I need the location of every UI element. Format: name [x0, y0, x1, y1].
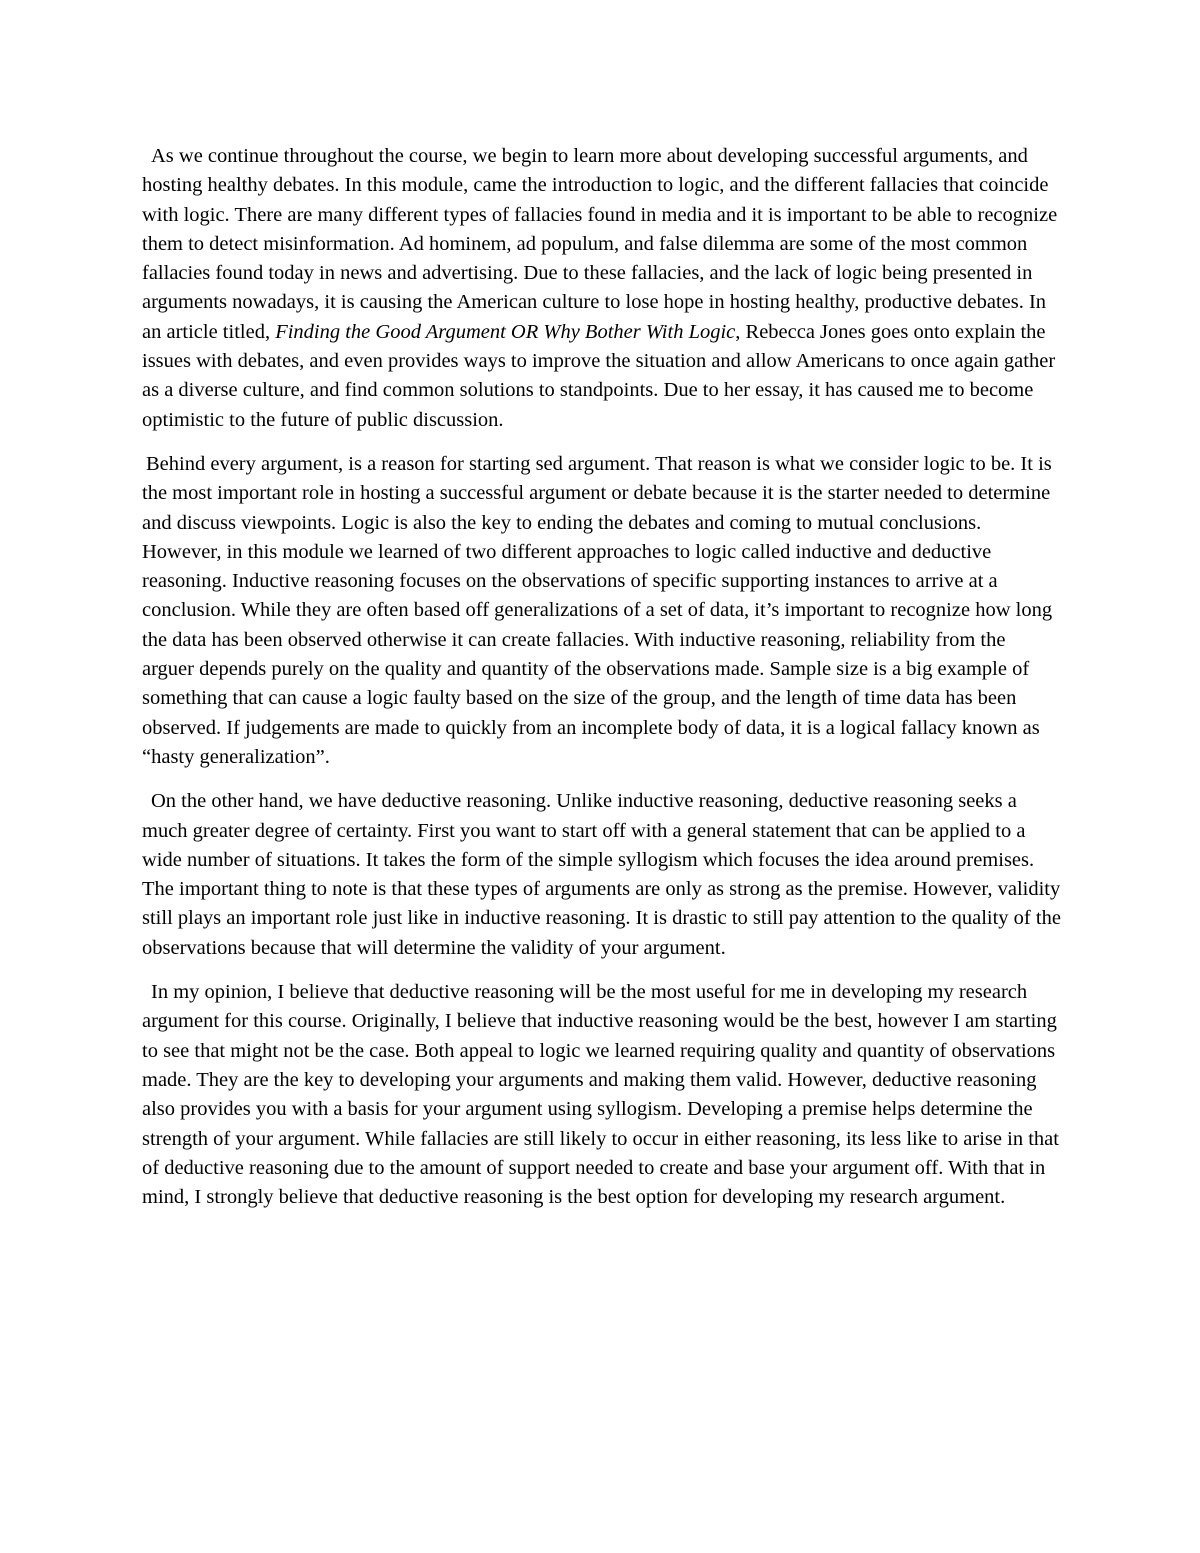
paragraph-opinion: In my opinion, I believe that deductive reasoning will be the most useful for me in developing my research argument for this course. Originally, I believe that inductive reasoning would be the best, however I am starting to see that might not be the case. Both appeal to logic we learned requiring quality and quantity of observations made. They are the key to developing your arguments and making them valid. However, deductive reasoning also provides you with a basis for your argument using syllogism. Developing a premise helps determine the strength of your argument. While fallacies are still likely to occur in either reasoning, its less like to arise in that of deductive reasoning due to the amount of support needed to create and base your argument off. With that in mind, I strongly believe that deductive reasoning is the best option for developing my research argument.	[142, 981, 1059, 1209]
paragraph-text: As we continue throughout the course, we begin to learn more about developing successful arguments, and hosting healthy debates. In this module, came the introduction to logic, and the different fallacies that coincide with logic. There are many different types of fallacies found in media and it is important to be able to recognize them to detect misinformation. Ad hominem, ad populum, and false dilemma are some of the most common fallacies found today in news and advertising. Due to these fallacies, and the lack of logic being presented in arguments nowadays, it is causing the American culture to lose hope in hosting healthy, productive debates. In an article titled,	[142, 145, 1058, 343]
paragraph-deductive: On the other hand, we have deductive reasoning. Unlike inductive reasoning, deductive reasoning seeks a much greater degree of certainty. First you want to start off with a general statement that can be applied to a wide number of situations. It takes the form of the simple syllogism which focuses the idea around premises. The important thing to note is that these types of arguments are only as strong as the premise. However, validity still plays an important role just like in inductive reasoning. It is drastic to still pay attention to the quality of the observations because that will determine the validity of your argument.	[142, 790, 1061, 959]
article-title: Finding the Good Argument OR Why Bother With Logic	[275, 320, 736, 343]
paragraph-introduction	[142, 142, 1062, 435]
paragraph-text: , Rebecca Jones goes onto explain the issues with debates, and even provides ways to improve the situation and allow Americans to once again gather as a diverse culture, and find common solutions to standpoints. Due to her essay, it has caused me to become optimistic to the future of public discussion.	[142, 320, 1056, 431]
paragraph-logic: Behind every argument, is a reason for starting sed argument. That reason is what we consider logic to be. It is the most important role in hosting a successful argument or debate because it is the starter needed to determine and discuss viewpoints. Logic is also the key to ending the debates and coming to mutual conclusions. However, in this module we learned of two different approaches to logic called inductive and deductive reasoning. Inductive reasoning focuses on the observations of specific supporting instances to arrive at a conclusion. While they are often based off generalizations of a set of data, it’s important to recognize how long the data has been observed otherwise it can create fallacies. With inductive reasoning, reliability from the arguer depends purely on the quality and quantity of the observations made. Sample size is a big example of something that can cause a logic faulty based on the size of the group, and the length of time data has been observed. If judgements are made to quickly from an incomplete body of data, it is a logical fallacy known as “hasty generalization”.	[142, 452, 1053, 768]
document-body	[142, 142, 1062, 1227]
